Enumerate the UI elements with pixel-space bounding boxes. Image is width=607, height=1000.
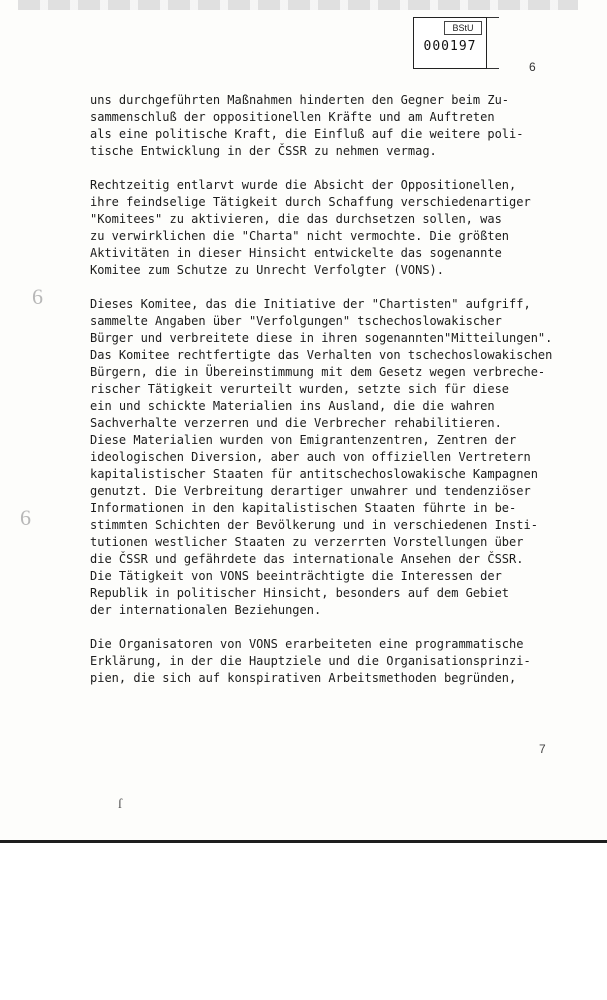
text-line: tutionen westlicher Staaten zu verzerrten Vorstellungen über — [90, 535, 524, 549]
text-line: die ČSSR und gefährdete das internationale Ansehen der ČSSR. — [90, 552, 524, 566]
text-line: sammelte Angaben über "Verfolgungen" tschechoslowakischer — [90, 314, 502, 328]
text-line: ihre feindselige Tätigkeit durch Schaffung verschiedenartiger — [90, 195, 531, 209]
text-line: zu verwirklichen die "Charta" nicht vermochte. Die größten — [90, 229, 510, 243]
text-line: "Komitees" zu aktivieren, die das durchsetzen sollen, was — [90, 212, 502, 226]
text-line: Bürger und verbreitete diese in ihren sogenannten"Mitteilungen". — [90, 331, 553, 345]
archive-stamp — [413, 17, 487, 69]
page-number: 6 — [529, 60, 536, 74]
text-line: rischer Tätigkeit verurteilt wurden, setzte sich für diese — [90, 382, 510, 396]
text-line: tische Entwicklung in der ČSSR zu nehmen vermag. — [90, 144, 437, 158]
stamp-rule — [487, 17, 499, 69]
paragraph — [90, 92, 595, 160]
paragraph — [90, 177, 595, 279]
next-page-number: 7 — [539, 742, 546, 756]
pen-mark: ſ — [118, 797, 122, 812]
paragraph — [90, 296, 595, 619]
text-line: Diese Materialien wurden von Emigrantenzentren, Zentren der — [90, 433, 517, 447]
text-line: Die Organisatoren von VONS erarbeiteten eine programmatische — [90, 637, 524, 651]
text-line: ideologischen Diversion, aber auch von offiziellen Vertretern — [90, 450, 531, 464]
text-line: Rechtzeitig entlarvt wurde die Absicht der Oppositionellen, — [90, 178, 517, 192]
text-line: kapitalistischer Staaten für antitschechoslowakische Kampagnen — [90, 467, 538, 481]
text-line: Republik in politischer Hinsicht, besonders auf dem Gebiet — [90, 586, 510, 600]
text-line: pien, die sich auf konspirativen Arbeitsmethoden begründen, — [90, 671, 517, 685]
text-line: genutzt. Die Verbreitung derartiger unwahrer und tendenziöser — [90, 484, 531, 498]
text-line: der internationalen Beziehungen. — [90, 603, 322, 617]
margin-mark: 6 — [32, 284, 43, 309]
stamp-label: BStU — [444, 21, 482, 35]
text-line: Bürgern, die in Übereinstimmung mit dem Gesetz wegen verbreche- — [90, 365, 546, 379]
text-line: Die Tätigkeit von VONS beeinträchtigte die Interessen der — [90, 569, 502, 583]
text-line: Dieses Komitee, das die Initiative der "Chartisten" aufgriff, — [90, 297, 531, 311]
stamp-number: 000197 — [423, 39, 477, 54]
text-line: Komitee zum Schutze zu Unrecht Verfolgter (VONS). — [90, 263, 445, 277]
paragraph — [90, 636, 595, 687]
text-line: stimmten Schichten der Bevölkerung und in verschiedenen Insti- — [90, 518, 538, 532]
margin-mark: 6 — [20, 505, 31, 530]
text-line: uns durchgeführten Maßnahmen hinderten den Gegner beim Zu- — [90, 93, 510, 107]
text-line: ein und schickte Materialien ins Ausland, die die wahren — [90, 399, 495, 413]
text-line: Sachverhalte verzerren und die Verbrecher rehabilitieren. — [90, 416, 502, 430]
scan-edge-artifact — [18, 0, 578, 10]
text-line: sammenschluß der oppositionellen Kräfte und am Auftreten — [90, 110, 495, 124]
document-body — [90, 92, 595, 704]
text-line: als eine politische Kraft, die Einfluß auf die weitere poli- — [90, 127, 524, 141]
text-line: Das Komitee rechtfertigte das Verhalten von tschechoslowakischen — [90, 348, 553, 362]
text-line: Informationen in den kapitalistischen Staaten führte in be- — [90, 501, 517, 515]
text-line: Aktivitäten in dieser Hinsicht entwickelte das sogenannte — [90, 246, 502, 260]
text-line: Erklärung, in der die Hauptziele und die Organisationsprinzi- — [90, 654, 531, 668]
